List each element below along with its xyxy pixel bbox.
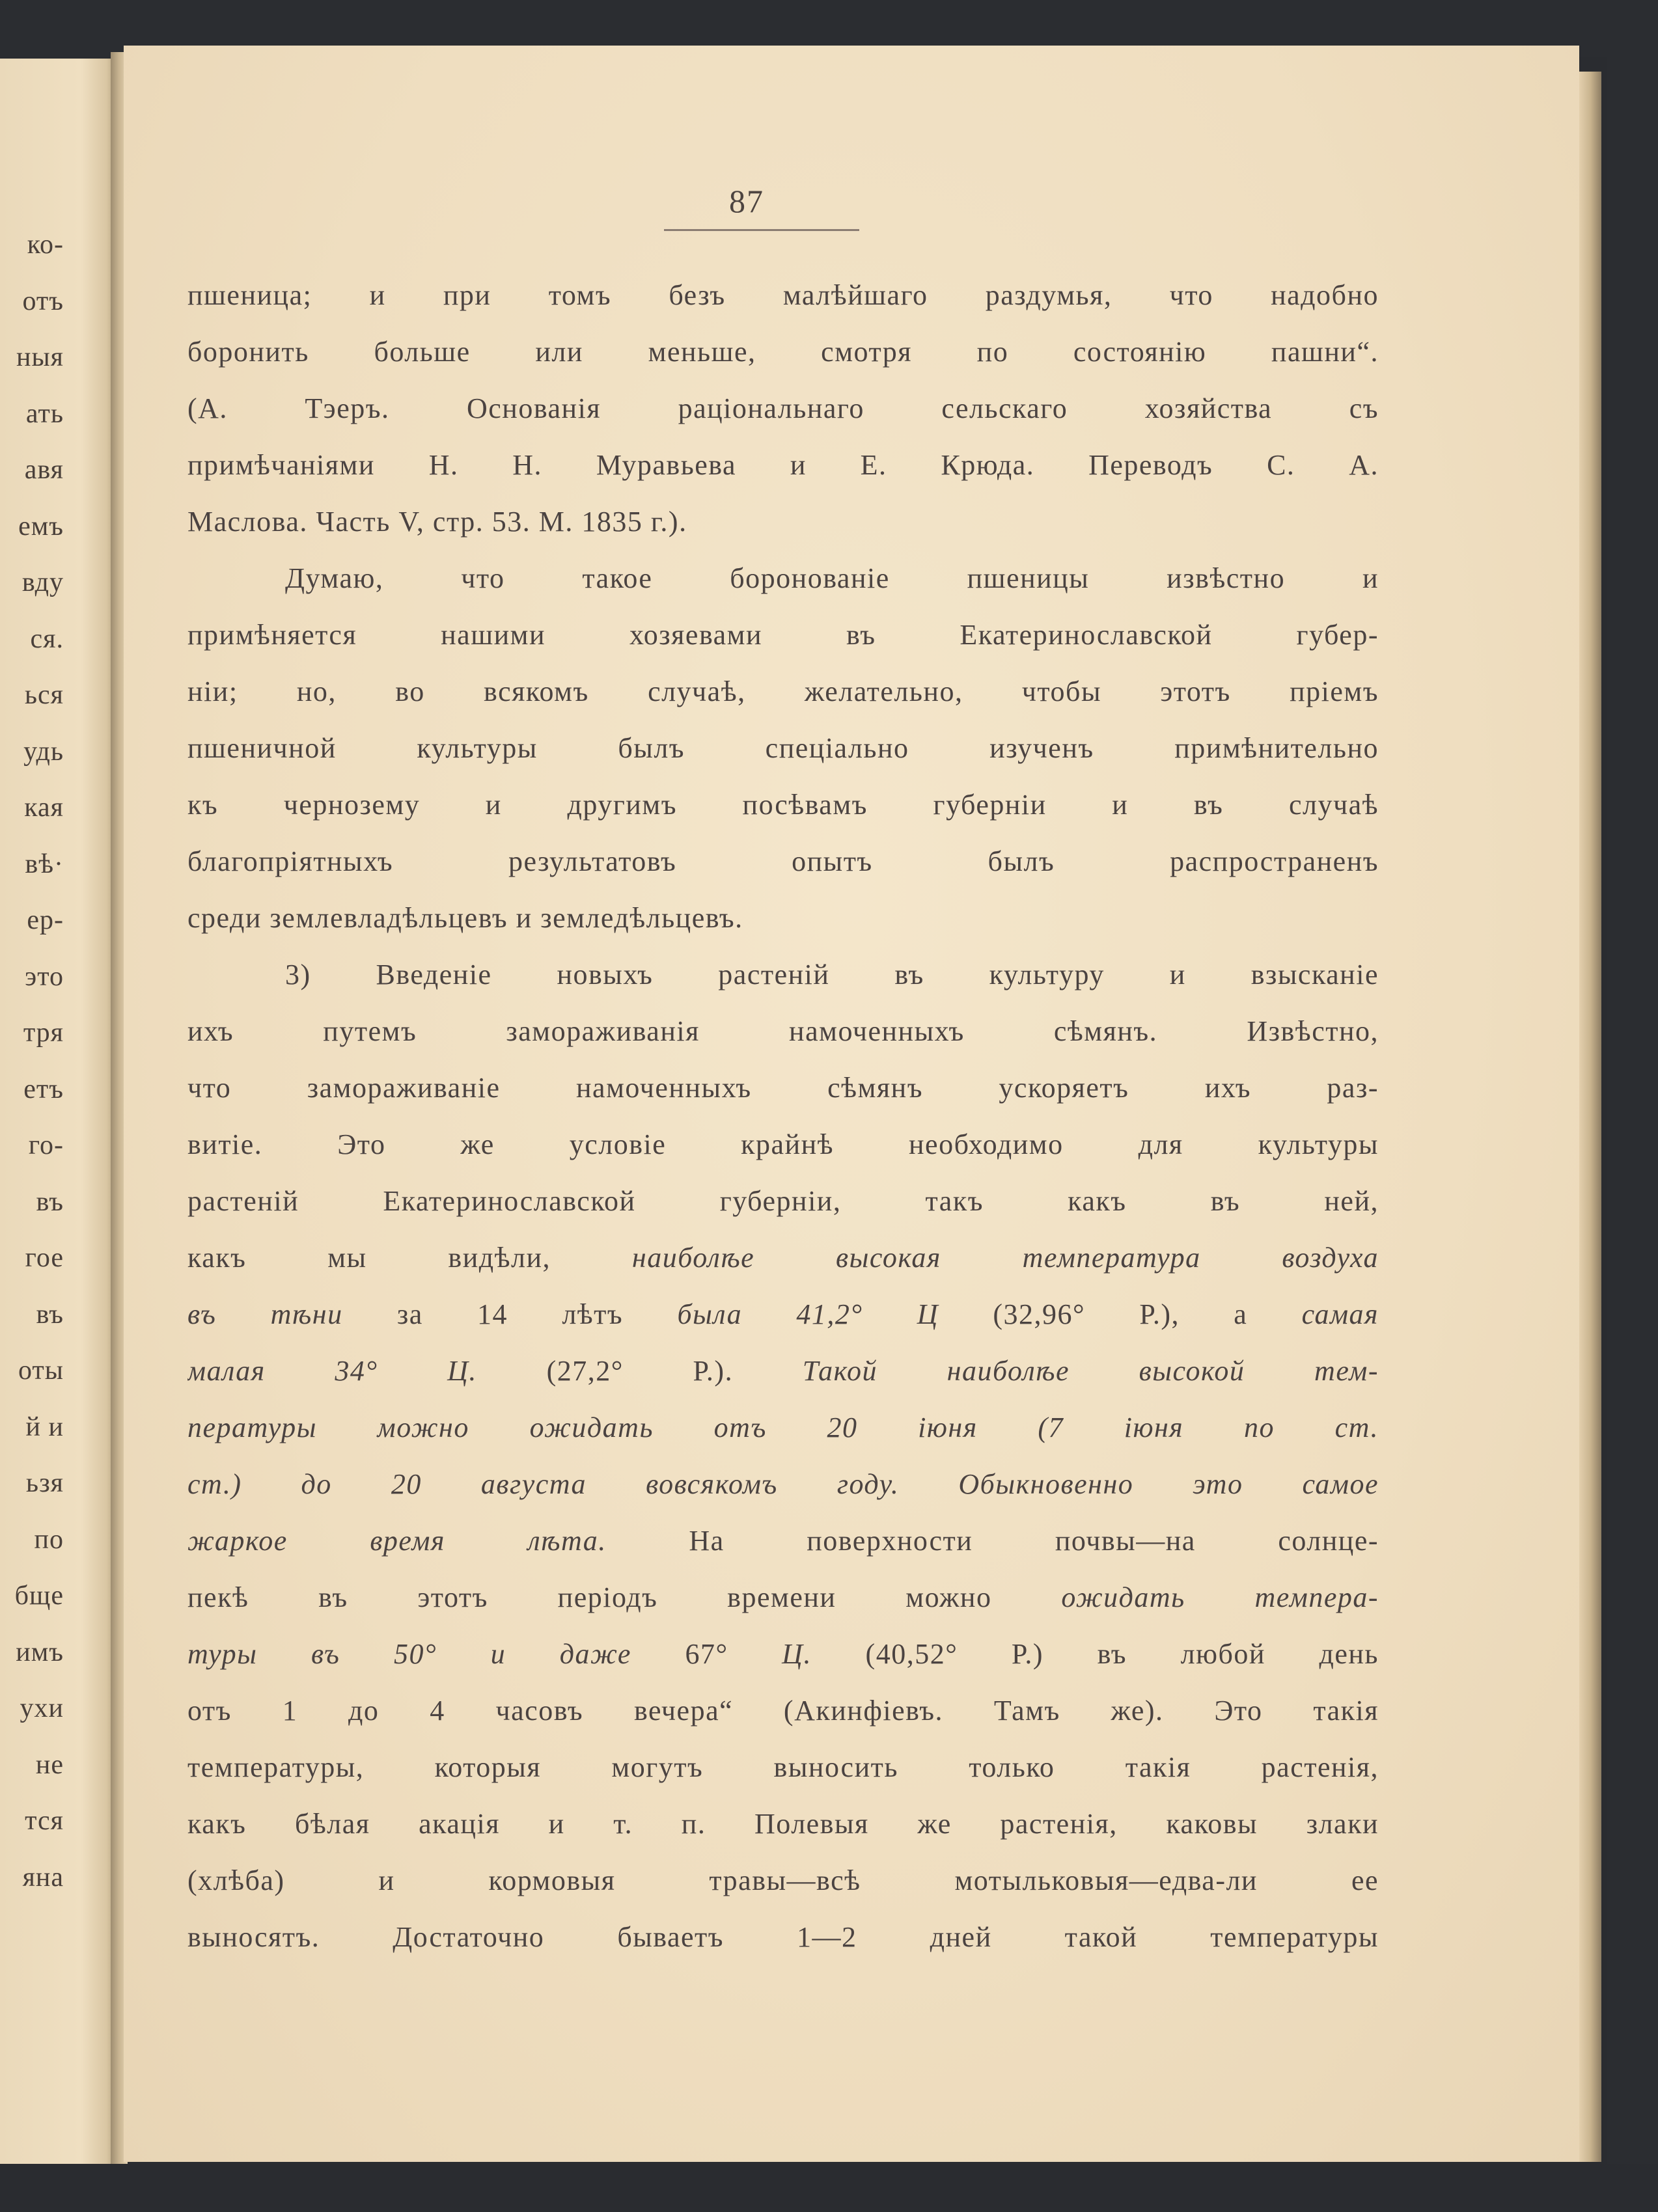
text-line: жаркое время лѣта. На поверхности почвы—на солнце- xyxy=(187,1525,1379,1557)
facing-page-fragment: ся. xyxy=(30,623,64,654)
facing-page-fragment: ухи xyxy=(20,1693,64,1723)
facing-page-fragment: оты xyxy=(18,1356,64,1386)
facing-page-fragment: отъ xyxy=(22,286,64,316)
facing-page-fragment: кая xyxy=(24,793,64,823)
facing-page-fragment: емъ xyxy=(18,511,64,541)
page-number: 87 xyxy=(729,183,764,219)
text-line: ст.) до 20 августа вовсякомъ году. Обыкновенно это самое xyxy=(187,1468,1379,1500)
paragraph-start-line: Думаю, что такое боронованіе пшеницы извѣстно и xyxy=(285,562,1379,594)
header-rule xyxy=(664,229,859,231)
facing-page-fragment: имъ xyxy=(16,1637,64,1667)
text-line: примѣчаніями Н. Н. Муравьева и Е. Крюда. Переводъ С. А. xyxy=(187,449,1379,481)
text-line: витіе. Это же условіе крайнѣ необходимо для культуры xyxy=(187,1128,1379,1160)
text-line: благопріятныхъ результатовъ опытъ былъ распространенъ xyxy=(187,845,1379,877)
text-line: пературы можно ожидать отъ 20 іюня (7 іюня по ст. xyxy=(187,1412,1379,1443)
text-line: отъ 1 до 4 часовъ вечера“ (Акинфіевъ. Тамъ же). Это такія xyxy=(187,1695,1379,1727)
facing-page-fragment: ься xyxy=(24,680,64,710)
facing-page-fragment: ко- xyxy=(27,230,64,260)
text-line: растеній Екатеринославской губерніи, такъ какъ въ ней, xyxy=(187,1185,1379,1217)
facing-page-fragment: вѣ· xyxy=(25,849,64,879)
facing-page-fragment: го- xyxy=(28,1130,64,1160)
scan-background-bottom xyxy=(0,2164,1658,2212)
text-line: пшеница; и при томъ безъ малѣйшаго раздумья, что надобно xyxy=(187,279,1379,311)
text-line: выносятъ. Достаточно бываетъ 1—2 дней такой температуры xyxy=(187,1921,1379,1953)
facing-page-fragment: это xyxy=(25,961,64,992)
text-line: примѣняется нашими хозяевами въ Екатеринославской губер- xyxy=(187,619,1379,651)
text-line: что замораживаніе намоченныхъ сѣмянъ ускоряетъ ихъ раз- xyxy=(187,1072,1379,1104)
text-line: ніи; но, во всякомъ случаѣ, желательно, чтобы этотъ пріемъ xyxy=(187,676,1379,707)
facing-page-fragment: бще xyxy=(14,1581,64,1611)
facing-page-fragment: ер- xyxy=(27,905,64,935)
facing-page-fragment: вду xyxy=(21,567,64,597)
facing-page-fragment: въ xyxy=(36,1299,64,1330)
facing-page-fragment: яна xyxy=(22,1862,64,1892)
facing-page-fragment: етъ xyxy=(23,1074,64,1104)
text-line: (хлѣба) и кормовыя травы—всѣ мотыльковыя—едва-ли ее xyxy=(187,1864,1379,1896)
scan-background-right xyxy=(1607,0,1658,2212)
facing-page-fragment: не xyxy=(35,1749,64,1780)
text-line: въ тѣни за 14 лѣтъ была 41,2° Ц (32,96° Р.), а самая xyxy=(187,1298,1379,1330)
text-line: пшеничной культуры былъ спеціально изученъ примѣнительно xyxy=(187,732,1379,764)
facing-page-fragment: тря xyxy=(23,1018,64,1048)
facing-page-fragment: ныя xyxy=(16,342,64,372)
text-line: ихъ путемъ замораживанія намоченныхъ сѣмянъ. Извѣстно, xyxy=(187,1015,1379,1047)
facing-page-fragment: по xyxy=(34,1524,64,1555)
facing-page-edge xyxy=(0,59,116,2164)
text-line: температуры, которыя могутъ выносить только такія растенія, xyxy=(187,1751,1379,1783)
facing-page-fragment: ать xyxy=(25,398,64,429)
body-text xyxy=(187,267,1379,1965)
facing-page-fragment: тся xyxy=(25,1806,64,1836)
facing-page-fragment: въ xyxy=(36,1186,64,1217)
text-line: (А. Тэеръ. Основанія раціональнаго сельскаго хозяйства съ xyxy=(187,392,1379,424)
facing-page-fragment: удь xyxy=(23,736,64,767)
text-line: какъ мы видѣли, наиболѣе высокая температура воздуха xyxy=(187,1242,1379,1274)
facing-page-fragment: гое xyxy=(25,1243,64,1273)
facing-page-fragment: авя xyxy=(24,455,64,485)
text-line: какъ бѣлая акація и т. п. Полевыя же растенія, каковы злаки xyxy=(187,1808,1379,1840)
page-edge-shadow xyxy=(1579,72,1601,2162)
text-line: къ чернозему и другимъ посѣвамъ губерніи и въ случаѣ xyxy=(187,789,1379,821)
text-line: туры въ 50° и даже 67° Ц. (40,52° Р.) въ любой день xyxy=(187,1638,1379,1670)
text-line: малая 34° Ц. (27,2° Р.). Такой наиболѣе высокой тем- xyxy=(187,1355,1379,1387)
text-line: среди землевладѣльцевъ и земледѣльцевъ. xyxy=(187,902,743,934)
facing-page-fragment: й и xyxy=(25,1412,64,1442)
paragraph-start-line: 3) Введеніе новыхъ растеній въ культуру и взысканіе xyxy=(285,959,1379,990)
facing-page-fragment: ьзя xyxy=(25,1468,64,1498)
text-line: Маслова. Часть V, стр. 53. М. 1835 г.). xyxy=(187,506,687,538)
text-line: пекѣ въ этотъ періодъ времени можно ожидать темпера- xyxy=(187,1581,1379,1613)
text-line: боронить больше или меньше, смотря по состоянію пашни“. xyxy=(187,336,1379,368)
